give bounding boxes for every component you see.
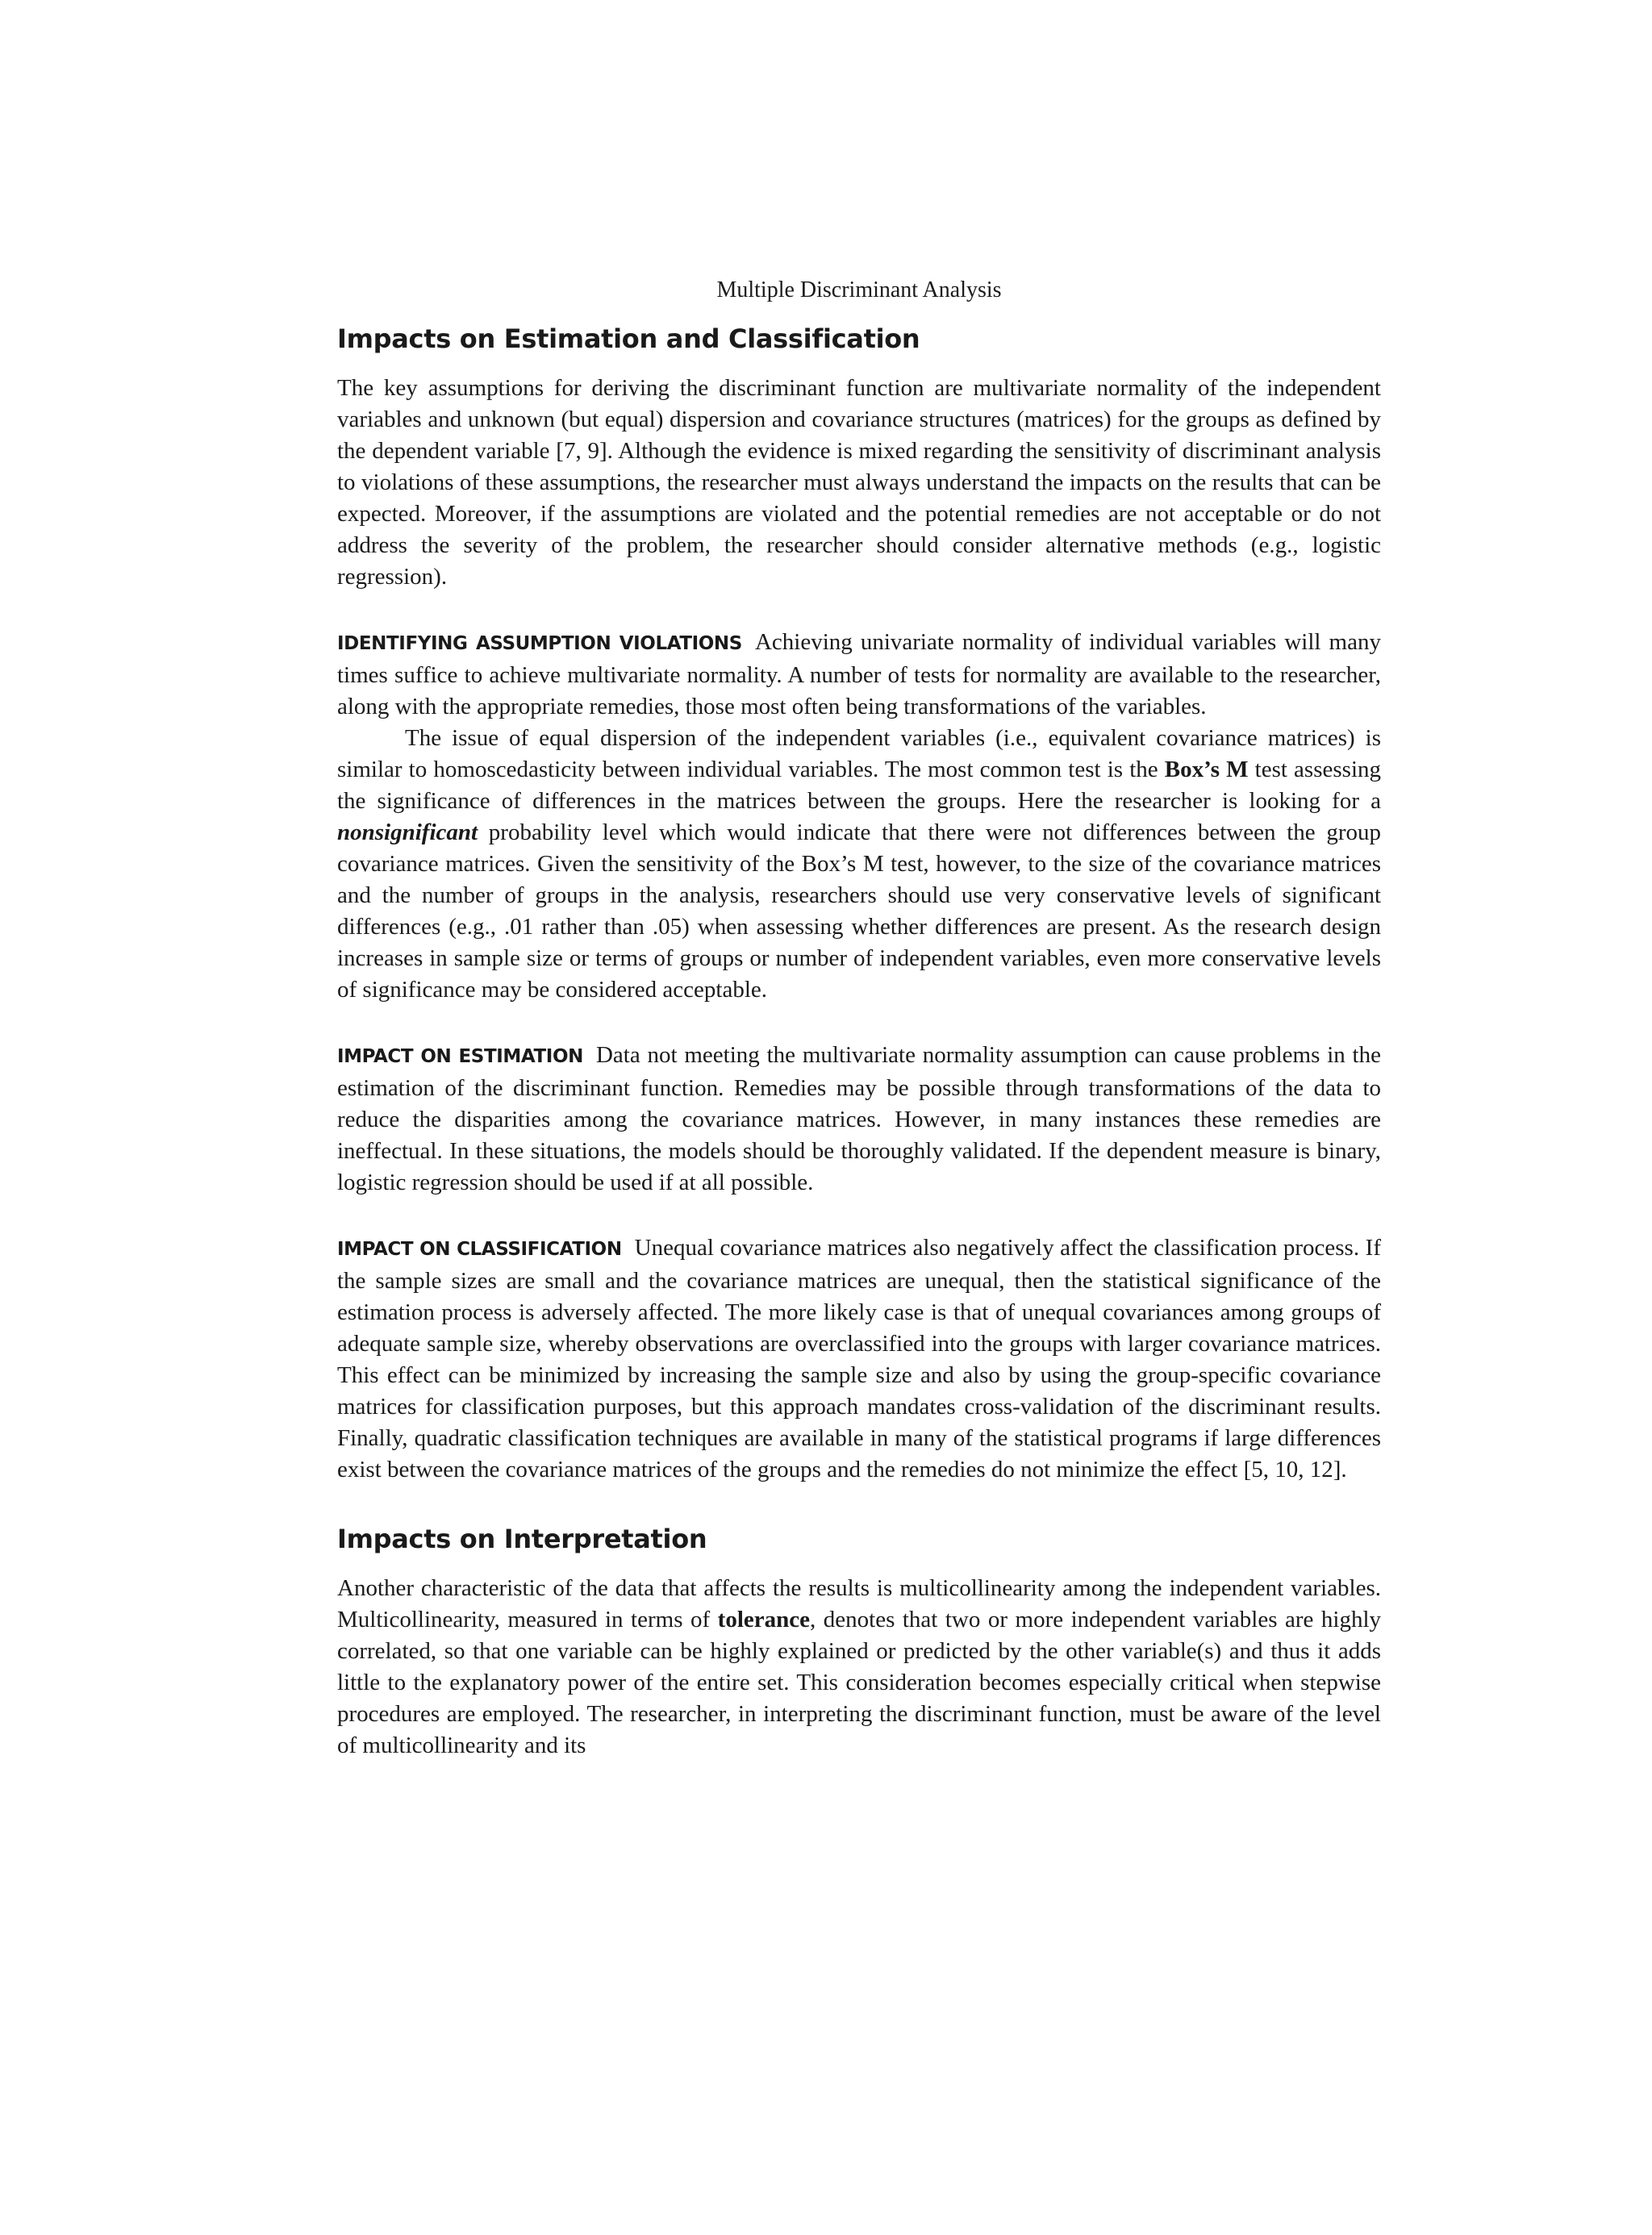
identifying-text: Achieving univariate normality of individual variables will many times suffice to achieve multivariate normality. A number of tests for normality are available to the researcher, along with the appropriate remedies, those most often being transformations of the variables. xyxy=(337,629,1381,719)
identifying-violations-paragraph xyxy=(337,627,1381,723)
section-heading-estimation-classification: Impacts on Estimation and Classification xyxy=(337,323,920,354)
tolerance-term: tolerance xyxy=(717,1607,811,1632)
interpretation-text-b: , denotes that two or more independent variables are highly correlated, so that one variable can be highly explained or predicted by the other variable(s) and thus it adds little to the explanatory power of the entire set. This consideration becomes especially critical when stepwise procedures are employed. The researcher, in interpreting the discriminant function, must be aware of the level of multicollinearity and its xyxy=(337,1607,1382,1758)
runin-heading-estimation: IMPACT ON ESTIMATION xyxy=(337,1046,583,1067)
boxs-m-term: Box’s M xyxy=(1164,757,1249,782)
runin-heading-classification: IMPACT ON CLASSIFICATION xyxy=(337,1239,622,1260)
running-head: Multiple Discriminant Analysis xyxy=(716,277,1002,302)
interpretation-text-a: Another characteristic of the data that affects the results is multicollinearity among the independent variables. Multicollinearity, measured in terms of xyxy=(337,1575,1381,1632)
equal-dispersion-paragraph xyxy=(337,723,1381,1006)
dispersion-text-c: probability level which would indicate that there were not differences between the group covariance matrices. Given the sensitivity of the Box’s M test, however, to the size of the covariance matrices and the number of groups in the analysis, researchers should use very conservative levels of significant differences (e.g., .01 rather than .05) when assessing whether differences are present. As the research design increases in sample size or terms of groups or number of independent variables, even more conservative levels of significance may be considered acceptable. xyxy=(337,819,1381,1003)
impact-estimation-text: Data not meeting the multivariate normality assumption can cause problems in the estimation of the discriminant function. Remedies may be possible through transformations of the data to reduce the disparities among the covariance matrices. However, in many instances these remedies are ineffectual. In these situations, the models should be thoroughly validated. If the dependent measure is binary, logistic regression should be used if at all possible. xyxy=(337,1042,1381,1195)
document-page xyxy=(337,274,1381,1762)
nonsignificant-emphasis: nonsignificant xyxy=(337,819,478,845)
section-heading-interpretation: Impacts on Interpretation xyxy=(337,1524,707,1554)
dispersion-text-b: test assessing the significance of differences in the matrices between the groups. Here the researcher is looking for a xyxy=(337,757,1381,814)
interpretation-paragraph xyxy=(337,1573,1381,1762)
runin-heading-identifying: IDENTIFYING ASSUMPTION VIOLATIONS xyxy=(337,633,742,654)
impact-classification-paragraph xyxy=(337,1232,1381,1486)
impact-estimation-paragraph xyxy=(337,1040,1381,1199)
dispersion-text-a: The issue of equal dispersion of the independent variables (i.e., equivalent covariance matrices) is similar to homoscedasticity between individual variables. The most common test is the xyxy=(337,725,1381,782)
impact-classification-text: Unequal covariance matrices also negatively affect the classification process. If the sample sizes are small and the covariance matrices are unequal, then the statistical significance of the estimation process is adversely affected. The more likely case is that of unequal covariances among groups of adequate sample size, whereby observations are overclassified into the groups with larger covariance matrices. This effect can be minimized by increasing the sample size and also by using the group-specific covariance matrices for classification purposes, but this approach mandates cross-validation of the discriminant results. Finally, quadratic classification techniques are available in many of the statistical programs if large differences exist between the covariance matrices of the groups and the remedies do not minimize the effect [5, 10, 12]. xyxy=(337,1235,1381,1482)
intro-paragraph: The key assumptions for deriving the discriminant function are multivariate normality of the independent variables and unknown (but equal) dispersion and covariance structures (matrices) for the groups as defined by the dependent variable [7, 9]. Although the evidence is mixed regarding the sensitivity of discriminant analysis to violations of these assumptions, the researcher must always understand the impacts on the results that can be expected. Moreover, if the assumptions are violated and the potential remedies are not acceptable or do not address the severity of the problem, the researcher should consider alternative methods (e.g., logistic regression). xyxy=(337,375,1381,590)
